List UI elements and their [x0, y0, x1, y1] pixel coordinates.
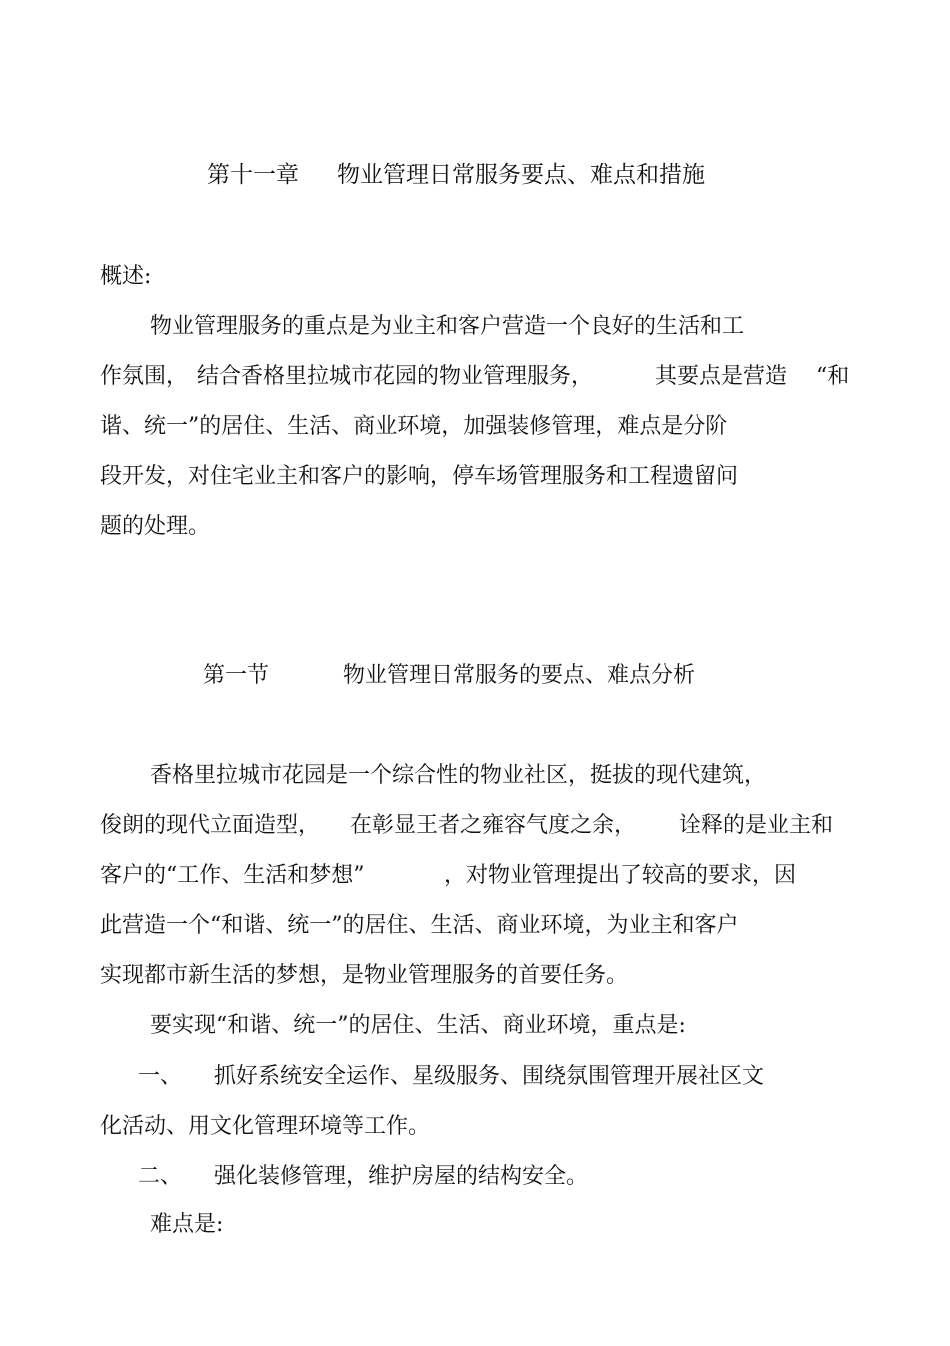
chapter-title: 物业管理日常服务要点、难点和措施	[337, 162, 705, 188]
body-p2-text: 要实现“和谐、统一”的居住、生活、商业环境，重点是:	[150, 1013, 686, 1038]
difficulty-heading-text: 难点是:	[150, 1212, 224, 1237]
body-p1-line-4-text: 此营造一个“和谐、统一”的居住、生活、商业环境，为业主和客户	[100, 913, 739, 938]
section-title: 物业管理日常服务的要点、难点分析	[343, 663, 696, 688]
body-p1-line-2-seg-1: 俊朗的现代立面造型，	[100, 813, 321, 838]
body-p1-line-2-seg-3: 诠释的是业主和	[679, 813, 834, 838]
body-p1-line-5-text: 实现都市新生活的梦想，是物业管理服务的首要任务。	[100, 963, 629, 988]
body-p1-line-2-seg-2: 在彰显王者之雍容气度之余，	[350, 813, 637, 838]
list-item-1-line-2: 化活动、用文化管理环境等工作。	[100, 1114, 431, 1139]
overview-line-1-text: 物业管理服务的重点是为业主和客户营造一个良好的生活和工	[150, 314, 745, 339]
overview-line-4-text: 段开发，对住宅业主和客户的影响，停车场管理服务和工程遗留问	[100, 464, 739, 489]
list-item-2-text: 强化装修管理，维护房屋的结构安全。	[214, 1164, 589, 1189]
overview-line-5-text: 题的处理。	[100, 514, 211, 539]
body-p1-line-3-seg-1: 客户的“工作、生活和梦想”	[100, 863, 365, 888]
list-item-2-number: 二、	[138, 1164, 183, 1189]
section-number: 第一节	[203, 663, 270, 688]
list-item-1-number: 一、	[138, 1064, 183, 1089]
body-p1-line-1-text: 香格里拉城市花园是一个综合性的物业社区，挺拔的现代建筑，	[150, 763, 767, 788]
overview-line-3-text: 谐、统一”的居住、生活、商业环境，加强装修管理，难点是分阶	[100, 414, 728, 439]
list-item-1-line-1: 抓好系统安全运作、星级服务、围绕氛围管理开展社区文	[214, 1064, 765, 1089]
overview-line-2-seg-3: 其要点是营造	[655, 364, 788, 389]
overview-line-2-seg-4: “和	[816, 364, 850, 389]
overview-line-2-seg-1: 作氛围，	[100, 364, 189, 389]
overview-heading-text: 概述:	[100, 264, 152, 289]
body-p1-line-3-seg-2: ，对物业管理提出了较高的要求，因	[444, 863, 797, 888]
overview-line-2-seg-2: 结合香格里拉城市花园的物业管理服务，	[197, 364, 594, 389]
chapter-number: 第十一章	[207, 162, 299, 188]
